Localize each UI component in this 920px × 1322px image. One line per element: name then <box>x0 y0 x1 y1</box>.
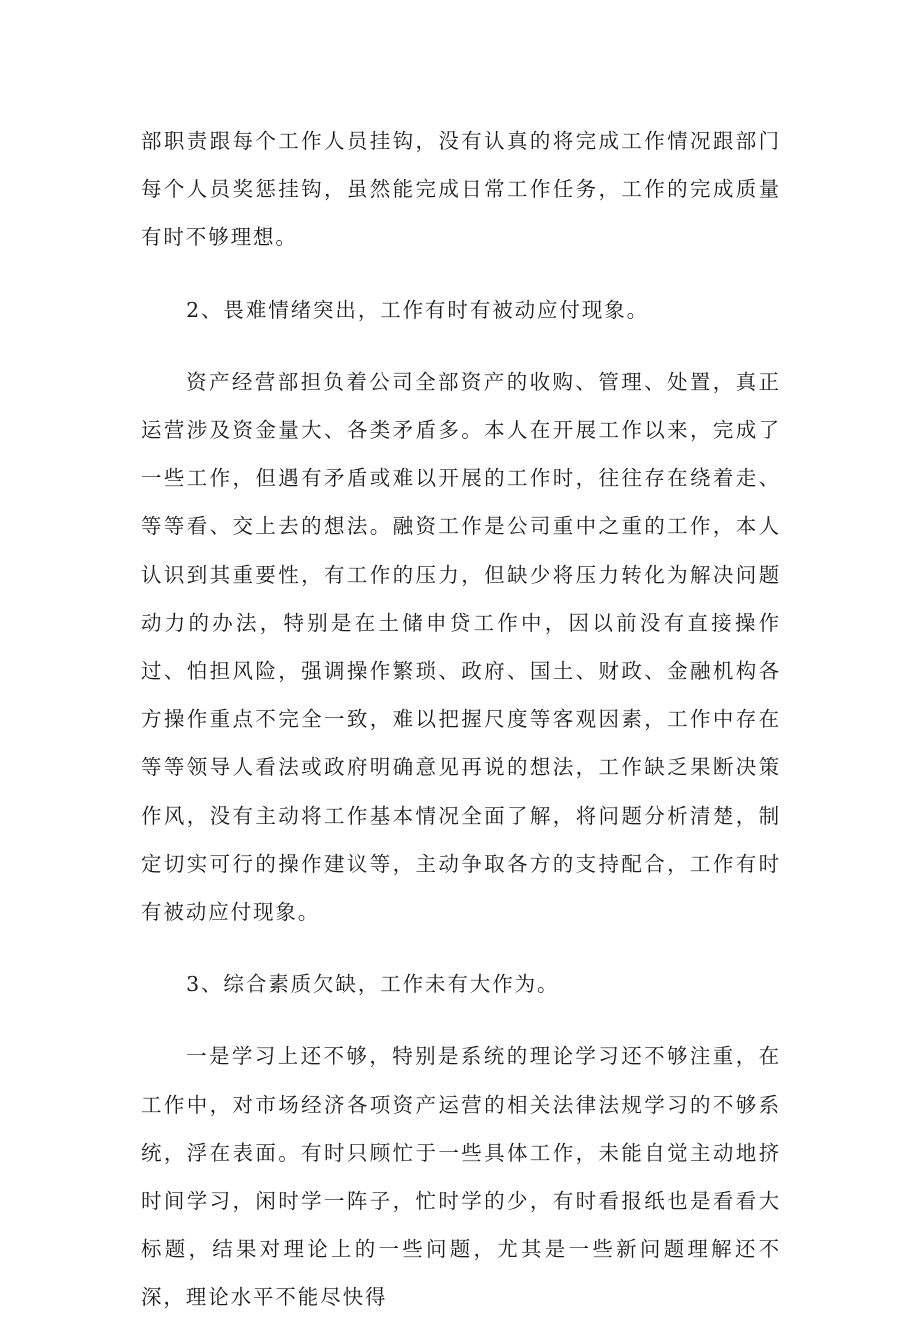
document-body <box>141 117 781 1322</box>
section-heading-2: 2、畏难情绪突出，工作有时有被动应付现象。 <box>186 297 650 322</box>
paragraph-continuation: 部职责跟每个工作人员挂钩，没有认真的将完成工作情况跟部门每个人员奖惩挂钩，虽然能完成日常工作任务，工作的完成质量有时不够理想。 <box>141 129 781 250</box>
section-heading-3: 3、综合素质欠缺，工作未有大作为。 <box>186 972 560 997</box>
paragraph-section-3: 一是学习上还不够，特别是系统的理论学习还不够注重，在工作中，对市场经济各项资产运营的相关法律法规学习的不够系统，浮在表面。有时只顾忙于一些具体工作，未能自觉主动地挤时间学习，闲时学一阵子，忙时学的少，有时看报纸也是看看大标题，结果对理论上的一些问题，尤其是一些新问题理解还不深，理论水平不能尽快得 <box>141 1044 781 1310</box>
paragraph-section-2: 资产经营部担负着公司全部资产的收购、管理、处置，真正运营涉及资金量大、各类矛盾多。本人在开展工作以来，完成了一些工作，但遇有矛盾或难以开展的工作时，往往存在绕着走、等等看、交上去的想法。融资工作是公司重中之重的工作，本人认识到其重要性，有工作的压力，但缺少将压力转化为解决问题动力的办法，特别是在土储申贷工作中，因以前没有直接操作过、怕担风险，强调操作繁琐、政府、国土、财政、金融机构各方操作重点不完全一致，难以把握尺度等客观因素，工作中存在等等领导人看法或政府明确意见再说的想法，工作缺乏果断决策作风，没有主动将工作基本情况全面了解，将问题分析清楚，制定切实可行的操作建议等，主动争取各方的支持配合，工作有时有被动应付现象。 <box>141 369 781 925</box>
